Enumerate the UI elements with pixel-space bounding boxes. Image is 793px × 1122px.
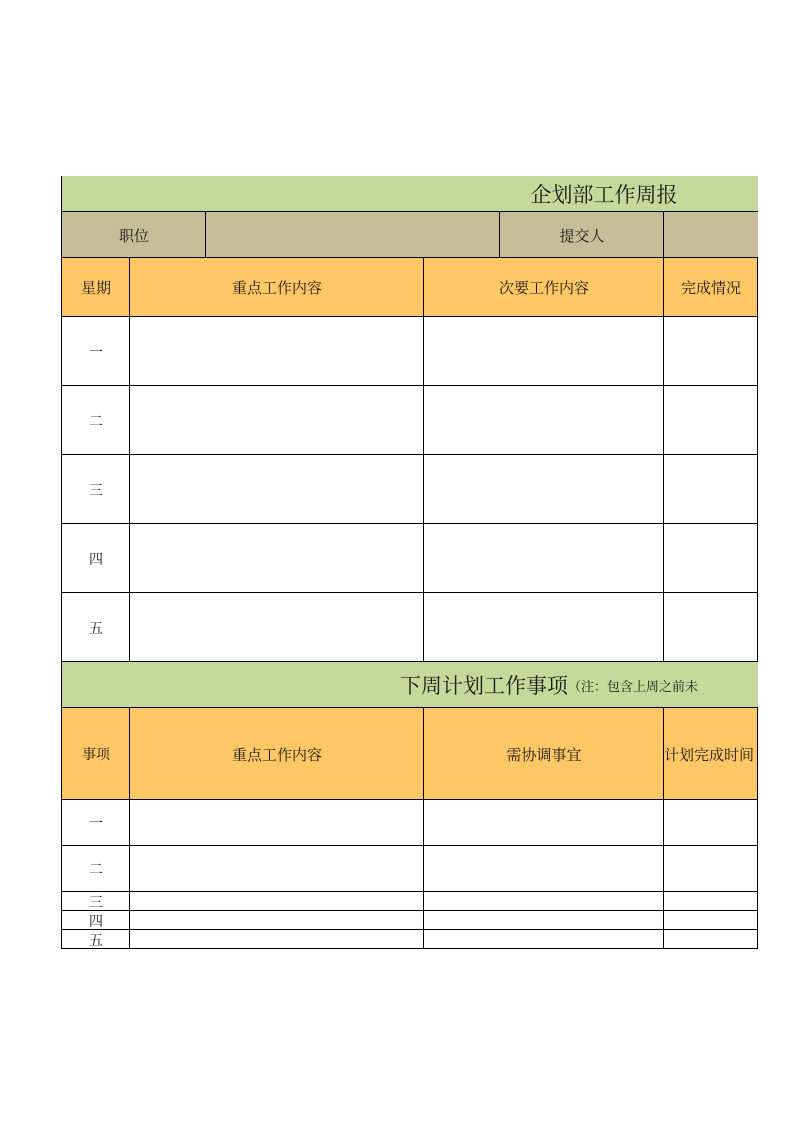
next-week-title-wrap (400, 662, 758, 708)
grid-line (62, 592, 758, 593)
next-week-header-deadline: 计划完成时间 (664, 745, 755, 764)
row-coordination[interactable] (424, 846, 664, 892)
row-status[interactable] (664, 317, 758, 386)
grid-line (62, 948, 758, 949)
next-week-title: 下周计划工作事项 (400, 674, 568, 698)
row-status[interactable] (664, 386, 758, 455)
row-key-content[interactable] (130, 911, 424, 930)
submitter-value[interactable] (664, 212, 758, 258)
grid-line (423, 708, 424, 949)
row-secondary-content[interactable] (424, 524, 664, 593)
grid-line (205, 212, 206, 258)
row-item: 五 (89, 932, 103, 949)
row-status[interactable] (664, 524, 758, 593)
row-key-content[interactable] (130, 317, 424, 386)
row-day: 五 (89, 620, 103, 637)
position-label: 职位 (118, 226, 149, 245)
grid-line (62, 661, 758, 662)
grid-line (62, 257, 758, 258)
row-day: 三 (89, 482, 103, 499)
row-item: 二 (89, 862, 103, 878)
report-title: 企划部工作周报 (530, 183, 678, 207)
row-status[interactable] (664, 455, 758, 524)
grid-line (62, 454, 758, 455)
grid-line (62, 929, 758, 930)
grid-line (663, 258, 664, 662)
this-week-header-day: 星期 (80, 279, 111, 297)
row-coordination[interactable] (424, 892, 664, 911)
this-week-header-status: 完成情况 (680, 279, 741, 297)
row-key-content[interactable] (130, 846, 424, 892)
grid-line (62, 845, 758, 846)
row-coordination[interactable] (424, 911, 664, 930)
row-day: 四 (89, 551, 103, 568)
position-value[interactable] (206, 212, 500, 258)
row-day: 二 (89, 413, 103, 430)
row-deadline[interactable] (664, 846, 758, 892)
row-secondary-content[interactable] (424, 455, 664, 524)
submitter-label: 提交人 (559, 226, 605, 245)
next-week-header-item: 事项 (82, 747, 110, 763)
row-key-content[interactable] (130, 930, 424, 949)
grid-line (663, 212, 664, 258)
row-item: 三 (89, 894, 103, 911)
row-key-content[interactable] (130, 455, 424, 524)
grid-line (62, 910, 758, 911)
row-key-content[interactable] (130, 524, 424, 593)
row-item: 一 (89, 816, 103, 832)
grid-line (499, 212, 500, 258)
grid-line (62, 891, 758, 892)
grid-line (62, 707, 758, 708)
grid-line (663, 708, 664, 949)
row-deadline[interactable] (664, 930, 758, 949)
grid-line (62, 385, 758, 386)
next-week-header-coordination: 需协调事宜 (506, 745, 582, 764)
grid-line (757, 258, 758, 662)
grid-line (423, 258, 424, 662)
this-week-header-secondary: 次要工作内容 (498, 279, 589, 297)
grid-line (757, 708, 758, 949)
row-day: 一 (89, 344, 103, 361)
row-key-content[interactable] (130, 800, 424, 846)
grid-line (62, 211, 758, 212)
row-secondary-content[interactable] (424, 317, 664, 386)
grid-line (62, 316, 758, 317)
row-status[interactable] (664, 593, 758, 662)
row-item: 四 (89, 913, 103, 930)
row-key-content[interactable] (130, 593, 424, 662)
row-key-content[interactable] (130, 386, 424, 455)
grid-line (62, 799, 758, 800)
next-week-header-key: 重点工作内容 (231, 745, 322, 764)
row-secondary-content[interactable] (424, 593, 664, 662)
row-key-content[interactable] (130, 892, 424, 911)
row-deadline[interactable] (664, 911, 758, 930)
row-coordination[interactable] (424, 800, 664, 846)
this-week-header-key: 重点工作内容 (231, 279, 322, 297)
grid-line (129, 258, 130, 662)
row-secondary-content[interactable] (424, 386, 664, 455)
grid-line (61, 176, 62, 949)
grid-line (129, 708, 130, 949)
row-deadline[interactable] (664, 892, 758, 911)
row-coordination[interactable] (424, 930, 664, 949)
grid-line (62, 523, 758, 524)
next-week-note: （注：包含上周之前未 (568, 679, 699, 695)
row-deadline[interactable] (664, 800, 758, 846)
